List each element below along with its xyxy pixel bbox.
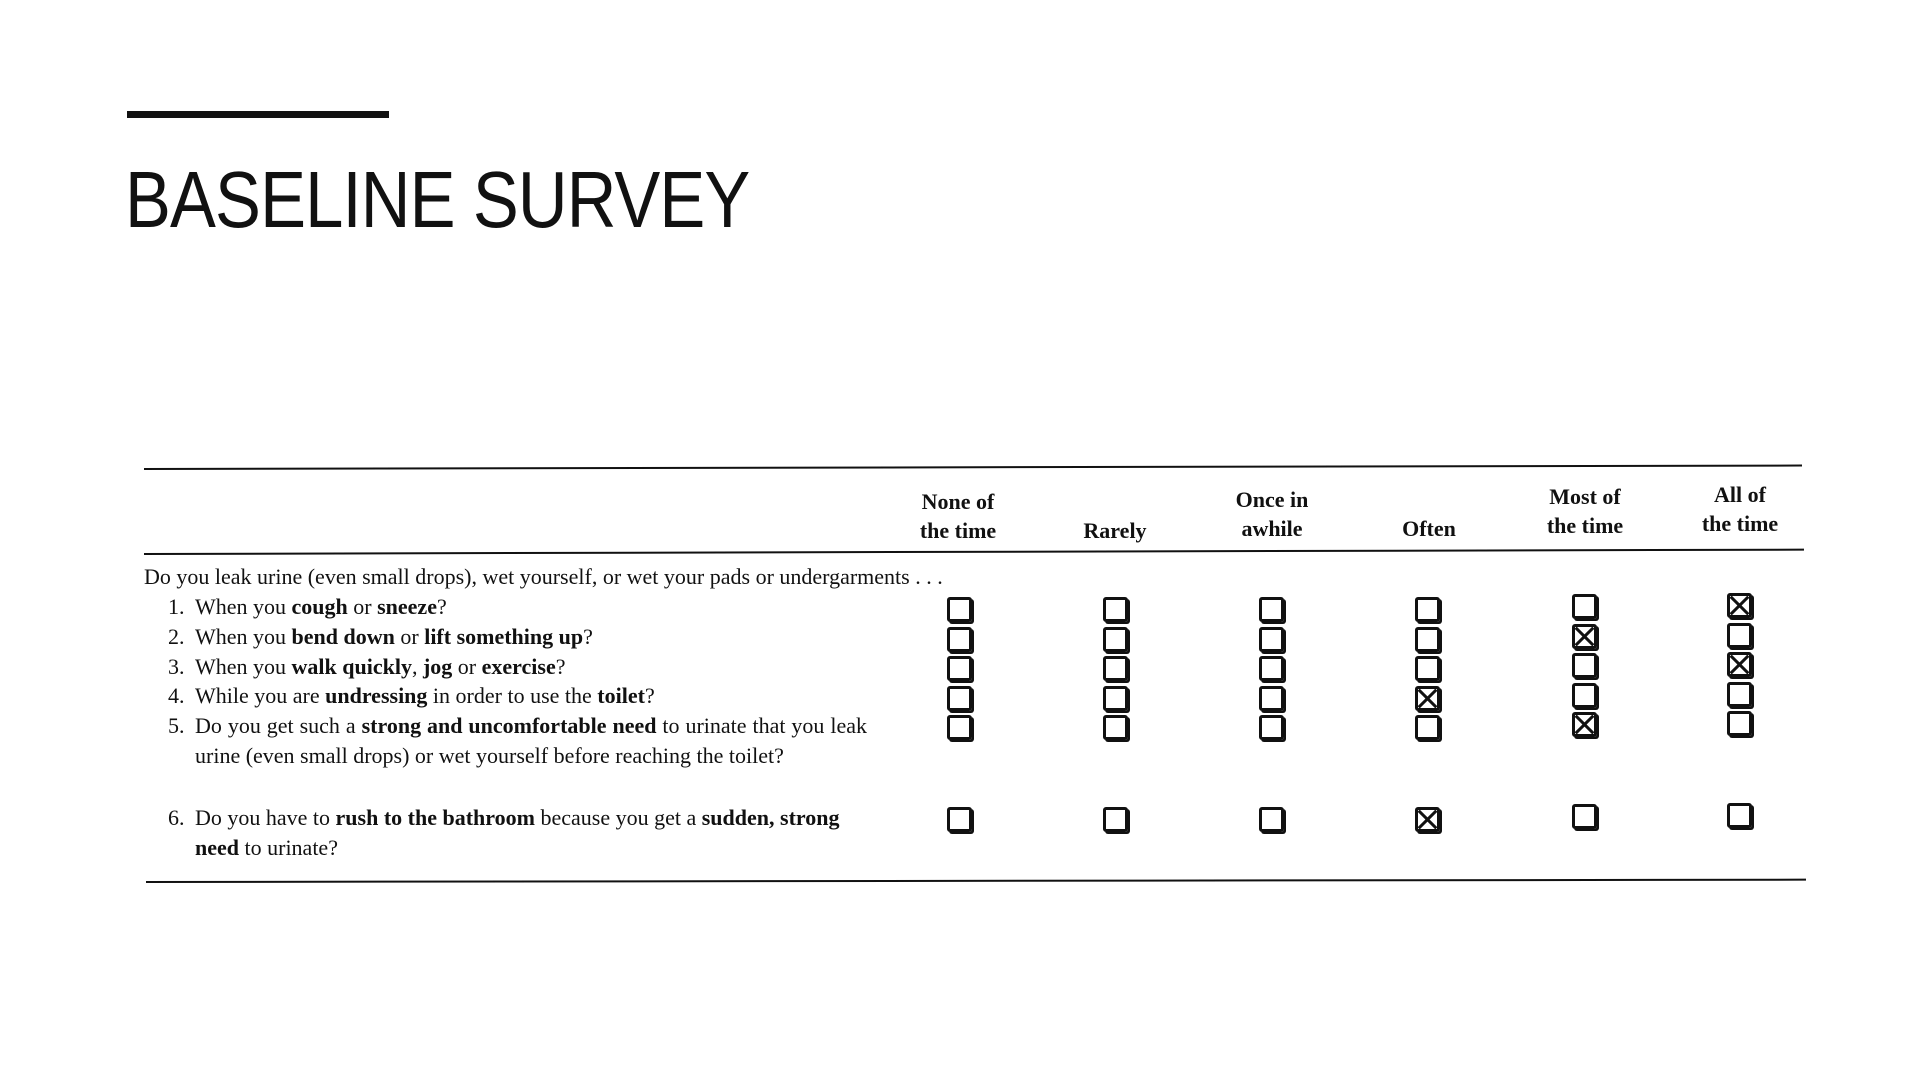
answer-checkbox[interactable] — [1103, 656, 1128, 681]
answer-checkbox[interactable] — [1727, 803, 1752, 828]
answer-checkbox[interactable] — [1259, 597, 1284, 622]
answer-checkbox[interactable] — [1103, 807, 1128, 832]
slide-title: BASELINE SURVEY — [125, 155, 750, 244]
answer-checkbox[interactable] — [947, 715, 972, 740]
answer-checkbox[interactable] — [1415, 807, 1440, 832]
question-number: 3. — [168, 654, 185, 679]
question-text: While you are undressing in order to use the toilet? — [195, 683, 655, 708]
answer-checkbox[interactable] — [1572, 653, 1597, 678]
answer-checkbox[interactable] — [947, 686, 972, 711]
question-number: 2. — [168, 624, 185, 649]
answer-checkbox[interactable] — [1727, 623, 1752, 648]
answer-checkbox[interactable] — [1259, 686, 1284, 711]
answer-checkbox[interactable] — [1572, 683, 1597, 708]
answer-checkbox[interactable] — [1415, 715, 1440, 740]
answer-checkbox[interactable] — [1727, 652, 1752, 677]
question-text: Do you get such a strong and uncomfortable need to urinate that you leak urine (even small drops) or wet yourself before reaching the toilet? — [195, 713, 868, 768]
answer-checkbox[interactable] — [947, 807, 972, 832]
question-number: 5. — [168, 713, 185, 738]
question-text: When you walk quickly, jog or exercise? — [195, 654, 566, 679]
answer-checkbox[interactable] — [1103, 686, 1128, 711]
column-header-once-in-awhile: Once in awhile — [1235, 487, 1309, 541]
answer-checkbox[interactable] — [1727, 593, 1752, 618]
answer-checkbox[interactable] — [1572, 804, 1597, 829]
answer-checkbox[interactable] — [1103, 597, 1128, 622]
column-header-all-of-the-time: All of the time — [1701, 482, 1779, 536]
answer-checkbox[interactable] — [1415, 597, 1440, 622]
table-top-rule — [144, 465, 1802, 470]
answer-checkbox[interactable] — [1572, 624, 1597, 649]
question-text: When you cough or sneeze? — [195, 594, 447, 619]
column-header-often: Often — [1402, 516, 1456, 541]
column-header-none-of-the-time: None of the time — [919, 489, 997, 543]
survey-intro: Do you leak urine (even small drops), wet yourself, or wet your pads or undergarments . . . — [144, 564, 943, 589]
table-header-rule — [144, 549, 1804, 555]
answer-checkbox[interactable] — [1259, 715, 1284, 740]
column-header-most-of-the-time: Most of the time — [1546, 484, 1624, 538]
answer-checkbox[interactable] — [1103, 715, 1128, 740]
answer-checkbox[interactable] — [1259, 807, 1284, 832]
answer-checkbox[interactable] — [947, 597, 972, 622]
answer-checkbox[interactable] — [1727, 682, 1752, 707]
question-number: 6. — [168, 805, 185, 830]
answer-checkbox[interactable] — [947, 627, 972, 652]
question-text: Do you have to rush to the bathroom because you get a sudden, strong need to urinate? — [195, 805, 840, 860]
answer-checkbox[interactable] — [1727, 711, 1752, 736]
answer-checkbox[interactable] — [947, 656, 972, 681]
column-header-rarely: Rarely — [1083, 518, 1147, 543]
answer-checkbox[interactable] — [1572, 594, 1597, 619]
answer-checkbox[interactable] — [1415, 686, 1440, 711]
answer-checkbox[interactable] — [1259, 627, 1284, 652]
answer-checkbox[interactable] — [1415, 627, 1440, 652]
table-bottom-rule — [146, 879, 1806, 883]
question-number: 1. — [168, 594, 185, 619]
answer-checkbox[interactable] — [1415, 656, 1440, 681]
answer-checkbox[interactable] — [1259, 656, 1284, 681]
question-text: When you bend down or lift something up? — [195, 624, 593, 649]
answer-checkbox[interactable] — [1103, 627, 1128, 652]
answer-checkbox[interactable] — [1572, 712, 1597, 737]
question-number: 4. — [168, 683, 185, 708]
